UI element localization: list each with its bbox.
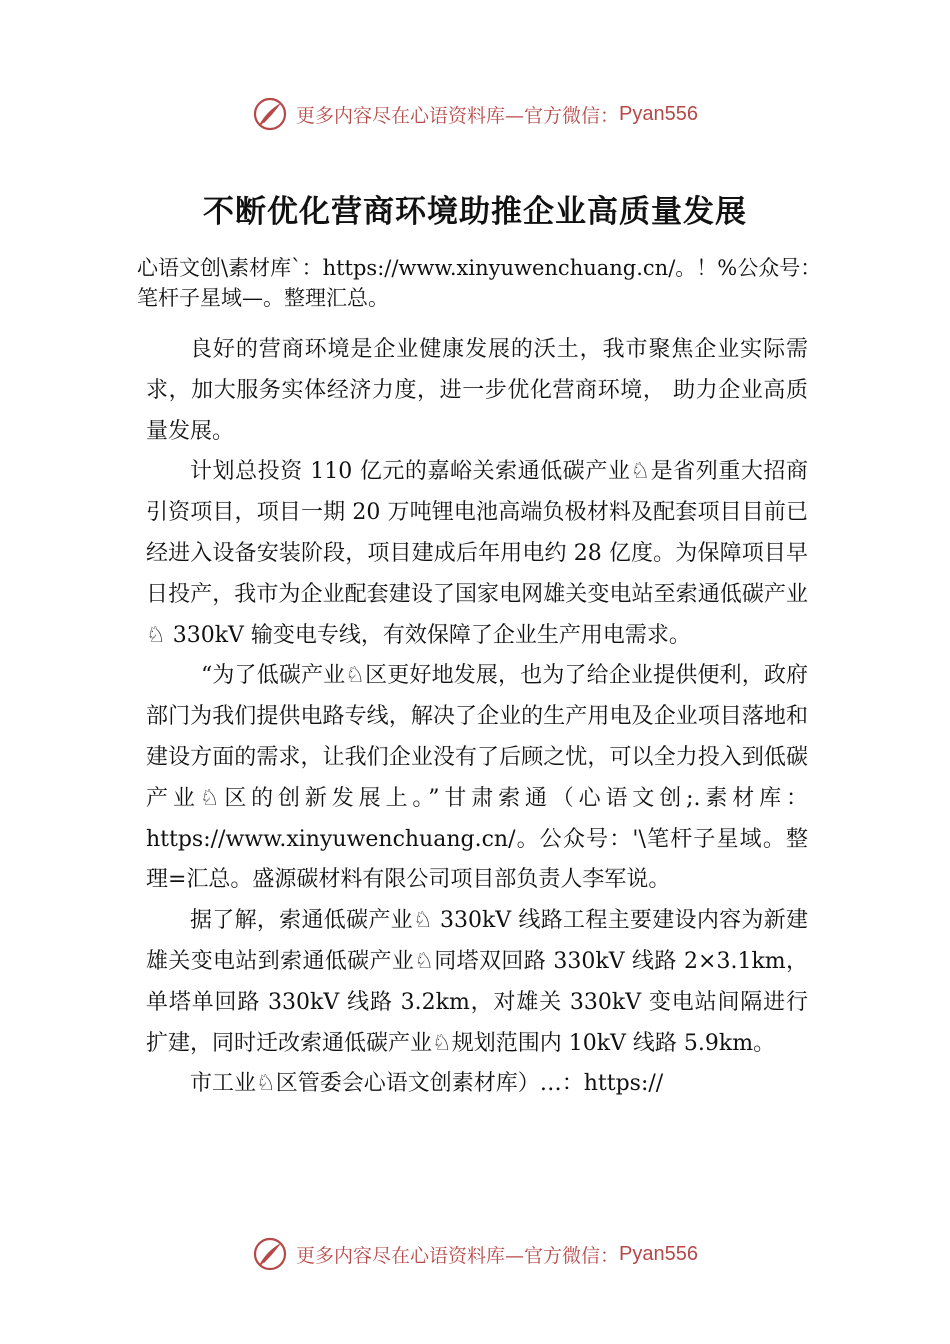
header-banner bbox=[0, 96, 950, 132]
source-note: 心语文创\素材库`：https://www.xinyuwenchuang.cn/。！%公众号：笔杆子星域—。整理汇总。 bbox=[137, 256, 822, 310]
paragraph: 良好的营商环境是企业健康发展的沃土，我市聚焦企业实际需求，加大服务实体经济力度，进一步优化营商环境， 助力企业高质量发展。 bbox=[146, 337, 808, 444]
banner-text: 更多内容尽在心语资料库—官方微信： bbox=[296, 1244, 620, 1267]
wechat-id: Pyan556 bbox=[619, 102, 698, 125]
footer-banner bbox=[0, 1236, 950, 1272]
paragraph: 市工业♘区管委会心语文创素材库）…：https:// bbox=[190, 1071, 664, 1097]
paragraph: “为了低碳产业♘区更好地发展，也为了给企业提供便利，政府部门为我们提供电路专线，解决了企业的生产用电及企业项目落地和建设方面的需求，让我们企业没有了后顾之忧，可以全力投入到低碳产业♘区的创新发展上。”甘肃索通（心语文创;.素材库：https://www.xinyuwenchuang.cn/。公众号：'\笔杆子星域。整理=汇总。盛源碳材料有限公司项目部负责人李军说。 bbox=[146, 663, 808, 893]
wechat-id: Pyan556 bbox=[619, 1242, 698, 1265]
quill-pen-logo-icon bbox=[252, 1236, 288, 1272]
document-title: 不断优化营商环境助推企业高质量发展 bbox=[203, 194, 747, 230]
paragraph: 据了解，索通低碳产业♘ 330kV 线路工程主要建设内容为新建雄关变电站到索通低碳产业♘同塔双回路 330kV 线路 2×3.1km，单塔单回路 330kV 线路 3.2km，对雄关 330kV 变电站间隔进行扩建，同时迁改索通低碳产业♘规划范围内 10kV 线路 5.9km。 bbox=[146, 908, 808, 1056]
document-body bbox=[146, 330, 808, 1105]
paragraph: 计划总投资 110 亿元的嘉峪关索通低碳产业♘是省列重大招商引资项目，项目一期 20 万吨锂电池高端负极材料及配套项目目前已经进入设备安装阶段，项目建成后年用电约 28 亿度。为保障项目早日投产，我市为企业配套建设了国家电网雄关变电站至索通低碳产业♘ 330kV 输变电专线，有效保障了企业生产用电需求。 bbox=[146, 459, 808, 648]
banner-text: 更多内容尽在心语资料库—官方微信： bbox=[296, 104, 620, 127]
quill-pen-logo-icon bbox=[252, 96, 288, 132]
